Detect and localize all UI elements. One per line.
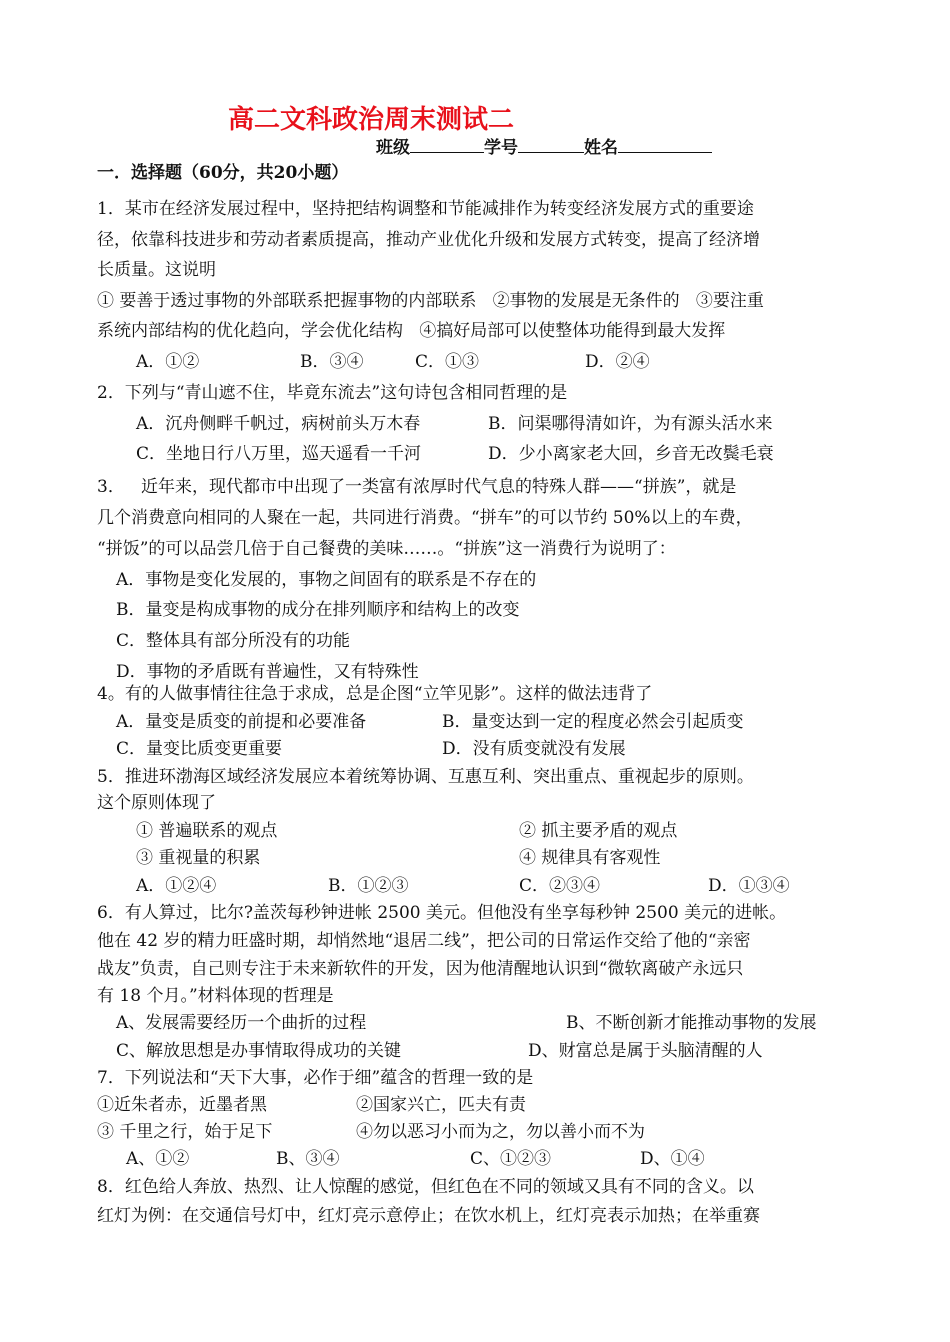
question-4-option-b: B．量变达到一定的程度必然会引起质变 — [442, 712, 744, 732]
question-3-option-a: A．事物是变化发展的，事物之间固有的联系是不存在的 — [116, 570, 537, 590]
question-3-option-c: C．整体具有部分所没有的功能 — [116, 631, 351, 651]
question-6-text: 有 18 个月。”材料体现的哲理是 — [97, 986, 334, 1006]
question-5-statement: ④ 规律具有客观性 — [519, 848, 661, 868]
question-7-option-c: C、①②③ — [470, 1149, 552, 1169]
question-5-option-c: C．②③④ — [519, 876, 601, 896]
page-title: 高二文科政治周末测试二 — [228, 105, 515, 135]
section-heading: 一．选择题（60分，共20小题） — [97, 163, 349, 183]
question-1-option-c: C．①③ — [415, 352, 480, 372]
question-7-text: 7．下列说法和“天下大事，必作于细”蕴含的哲理一致的是 — [97, 1068, 534, 1088]
name-label: 姓名 — [584, 138, 618, 158]
class-blank[interactable] — [410, 134, 484, 153]
question-1-statements: 系统内部结构的优化趋向，学会优化结构 ④搞好局部可以使整体功能得到最大发挥 — [97, 321, 726, 341]
question-3-option-d: D．事物的矛盾既有普遍性，又有特殊性 — [116, 662, 419, 682]
question-2-option-c: C．坐地日行八万里，巡天遥看一千河 — [136, 444, 422, 464]
question-6-option-b: B、不断创新才能推动事物的发展 — [566, 1013, 817, 1033]
question-3-text: 3． 近年来，现代都市中出现了一类富有浓厚时代气息的特殊人群——“拼族”，就是 — [97, 477, 737, 497]
question-2-option-d: D．少小离家老大回，乡音无改鬓毛衰 — [488, 444, 774, 464]
question-6-text: 战友”负责，自己则专注于未来新软件的开发，因为他清醒地认识到“微软离破产永远只 — [97, 959, 744, 979]
question-7-option-a: A、①② — [126, 1149, 190, 1169]
question-4-option-d: D．没有质变就没有发展 — [442, 739, 626, 759]
question-2-text: 2．下列与“青山遮不住，毕竟东流去”这句诗包含相同哲理的是 — [97, 383, 568, 403]
question-5-statement: ① 普遍联系的观点 — [136, 821, 278, 841]
question-1-text: 径，依靠科技进步和劳动者素质提高，推动产业优化升级和发展方式转变，提高了经济增 — [97, 230, 760, 250]
question-1-statements: ① 要善于透过事物的外部联系把握事物的内部联系 ②事物的发展是无条件的 ③要注重 — [97, 291, 764, 311]
student-id-blank[interactable] — [518, 134, 584, 153]
question-8-text: 红灯为例：在交通信号灯中，红灯亮示意停止；在饮水机上，红灯亮表示加热；在举重赛 — [97, 1206, 760, 1226]
student-id-label: 学号 — [484, 138, 518, 158]
question-5-option-b: B．①②③ — [328, 876, 409, 896]
student-info-line — [376, 134, 712, 159]
question-1-option-d: D．②④ — [585, 352, 650, 372]
question-6-option-a: A、发展需要经历一个曲折的过程 — [116, 1013, 367, 1033]
question-5-statement: ② 抓主要矛盾的观点 — [519, 821, 678, 841]
question-5-text: 这个原则体现了 — [97, 793, 216, 813]
question-7-statement: ④勿以恶习小而为之，勿以善小而不为 — [356, 1122, 645, 1142]
question-1-text: 长质量。这说明 — [97, 260, 216, 280]
question-3-option-b: B．量变是构成事物的成分在排列顺序和结构上的改变 — [116, 600, 520, 620]
class-label: 班级 — [376, 138, 410, 158]
question-5-statement: ③ 重视量的积累 — [136, 848, 261, 868]
question-3-text: 几个消费意向相同的人聚在一起，共同进行消费。“拼车”的可以节约 50%以上的车费， — [97, 508, 753, 528]
name-blank[interactable] — [618, 134, 712, 153]
question-5-text: 5．推进环渤海区域经济发展应本着统筹协调、互惠互利、突出重点、重视起步的原则。 — [97, 767, 754, 787]
question-7-statement: ③ 千里之行，始于足下 — [97, 1122, 273, 1142]
question-3-text: “拼饭”的可以品尝几倍于自己餐费的美味……。“拼族”这一消费行为说明了： — [97, 539, 676, 559]
question-7-option-b: B、③④ — [276, 1149, 340, 1169]
question-5-option-d: D．①③④ — [708, 876, 790, 896]
question-7-statement: ②国家兴亡，匹夫有责 — [356, 1095, 526, 1115]
question-7-statement: ①近朱者赤，近墨者黑 — [97, 1095, 267, 1115]
question-6-option-c: C、解放思想是办事情取得成功的关键 — [116, 1041, 402, 1061]
question-2-option-a: A．沉舟侧畔千帆过，病树前头万木春 — [136, 414, 421, 434]
question-6-option-d: D、财富总是属于头脑清醒的人 — [528, 1041, 763, 1061]
question-8-text: 8．红色给人奔放、热烈、让人惊醒的感觉，但红色在不同的领域又具有不同的含义。以 — [97, 1177, 754, 1197]
question-6-text: 6．有人算过，比尔?盖茨每秒钟进帐 2500 美元。但他没有坐享每秒钟 2500 美元的进帐。 — [97, 903, 787, 923]
question-7-option-d: D、①④ — [640, 1149, 705, 1169]
question-2-option-b: B．问渠哪得清如许，为有源头活水来 — [488, 414, 773, 434]
question-4-option-a: A．量变是质变的前提和必要准备 — [116, 712, 367, 732]
question-1-option-a: A．①② — [136, 352, 200, 372]
question-6-text: 他在 42 岁的精力旺盛时期，却悄然地“退居二线”，把公司的日常运作交给了他的“亲密 — [97, 931, 751, 951]
question-5-option-a: A．①②④ — [136, 876, 217, 896]
question-4-text: 4。有的人做事情往往急于求成，总是企图“立竿见影”。这样的做法违背了 — [97, 684, 653, 704]
question-1-option-b: B．③④ — [300, 352, 364, 372]
question-4-option-c: C．量变比质变更重要 — [116, 739, 283, 759]
question-1-text: 1．某市在经济发展过程中，坚持把结构调整和节能减排作为转变经济发展方式的重要途 — [97, 199, 754, 219]
